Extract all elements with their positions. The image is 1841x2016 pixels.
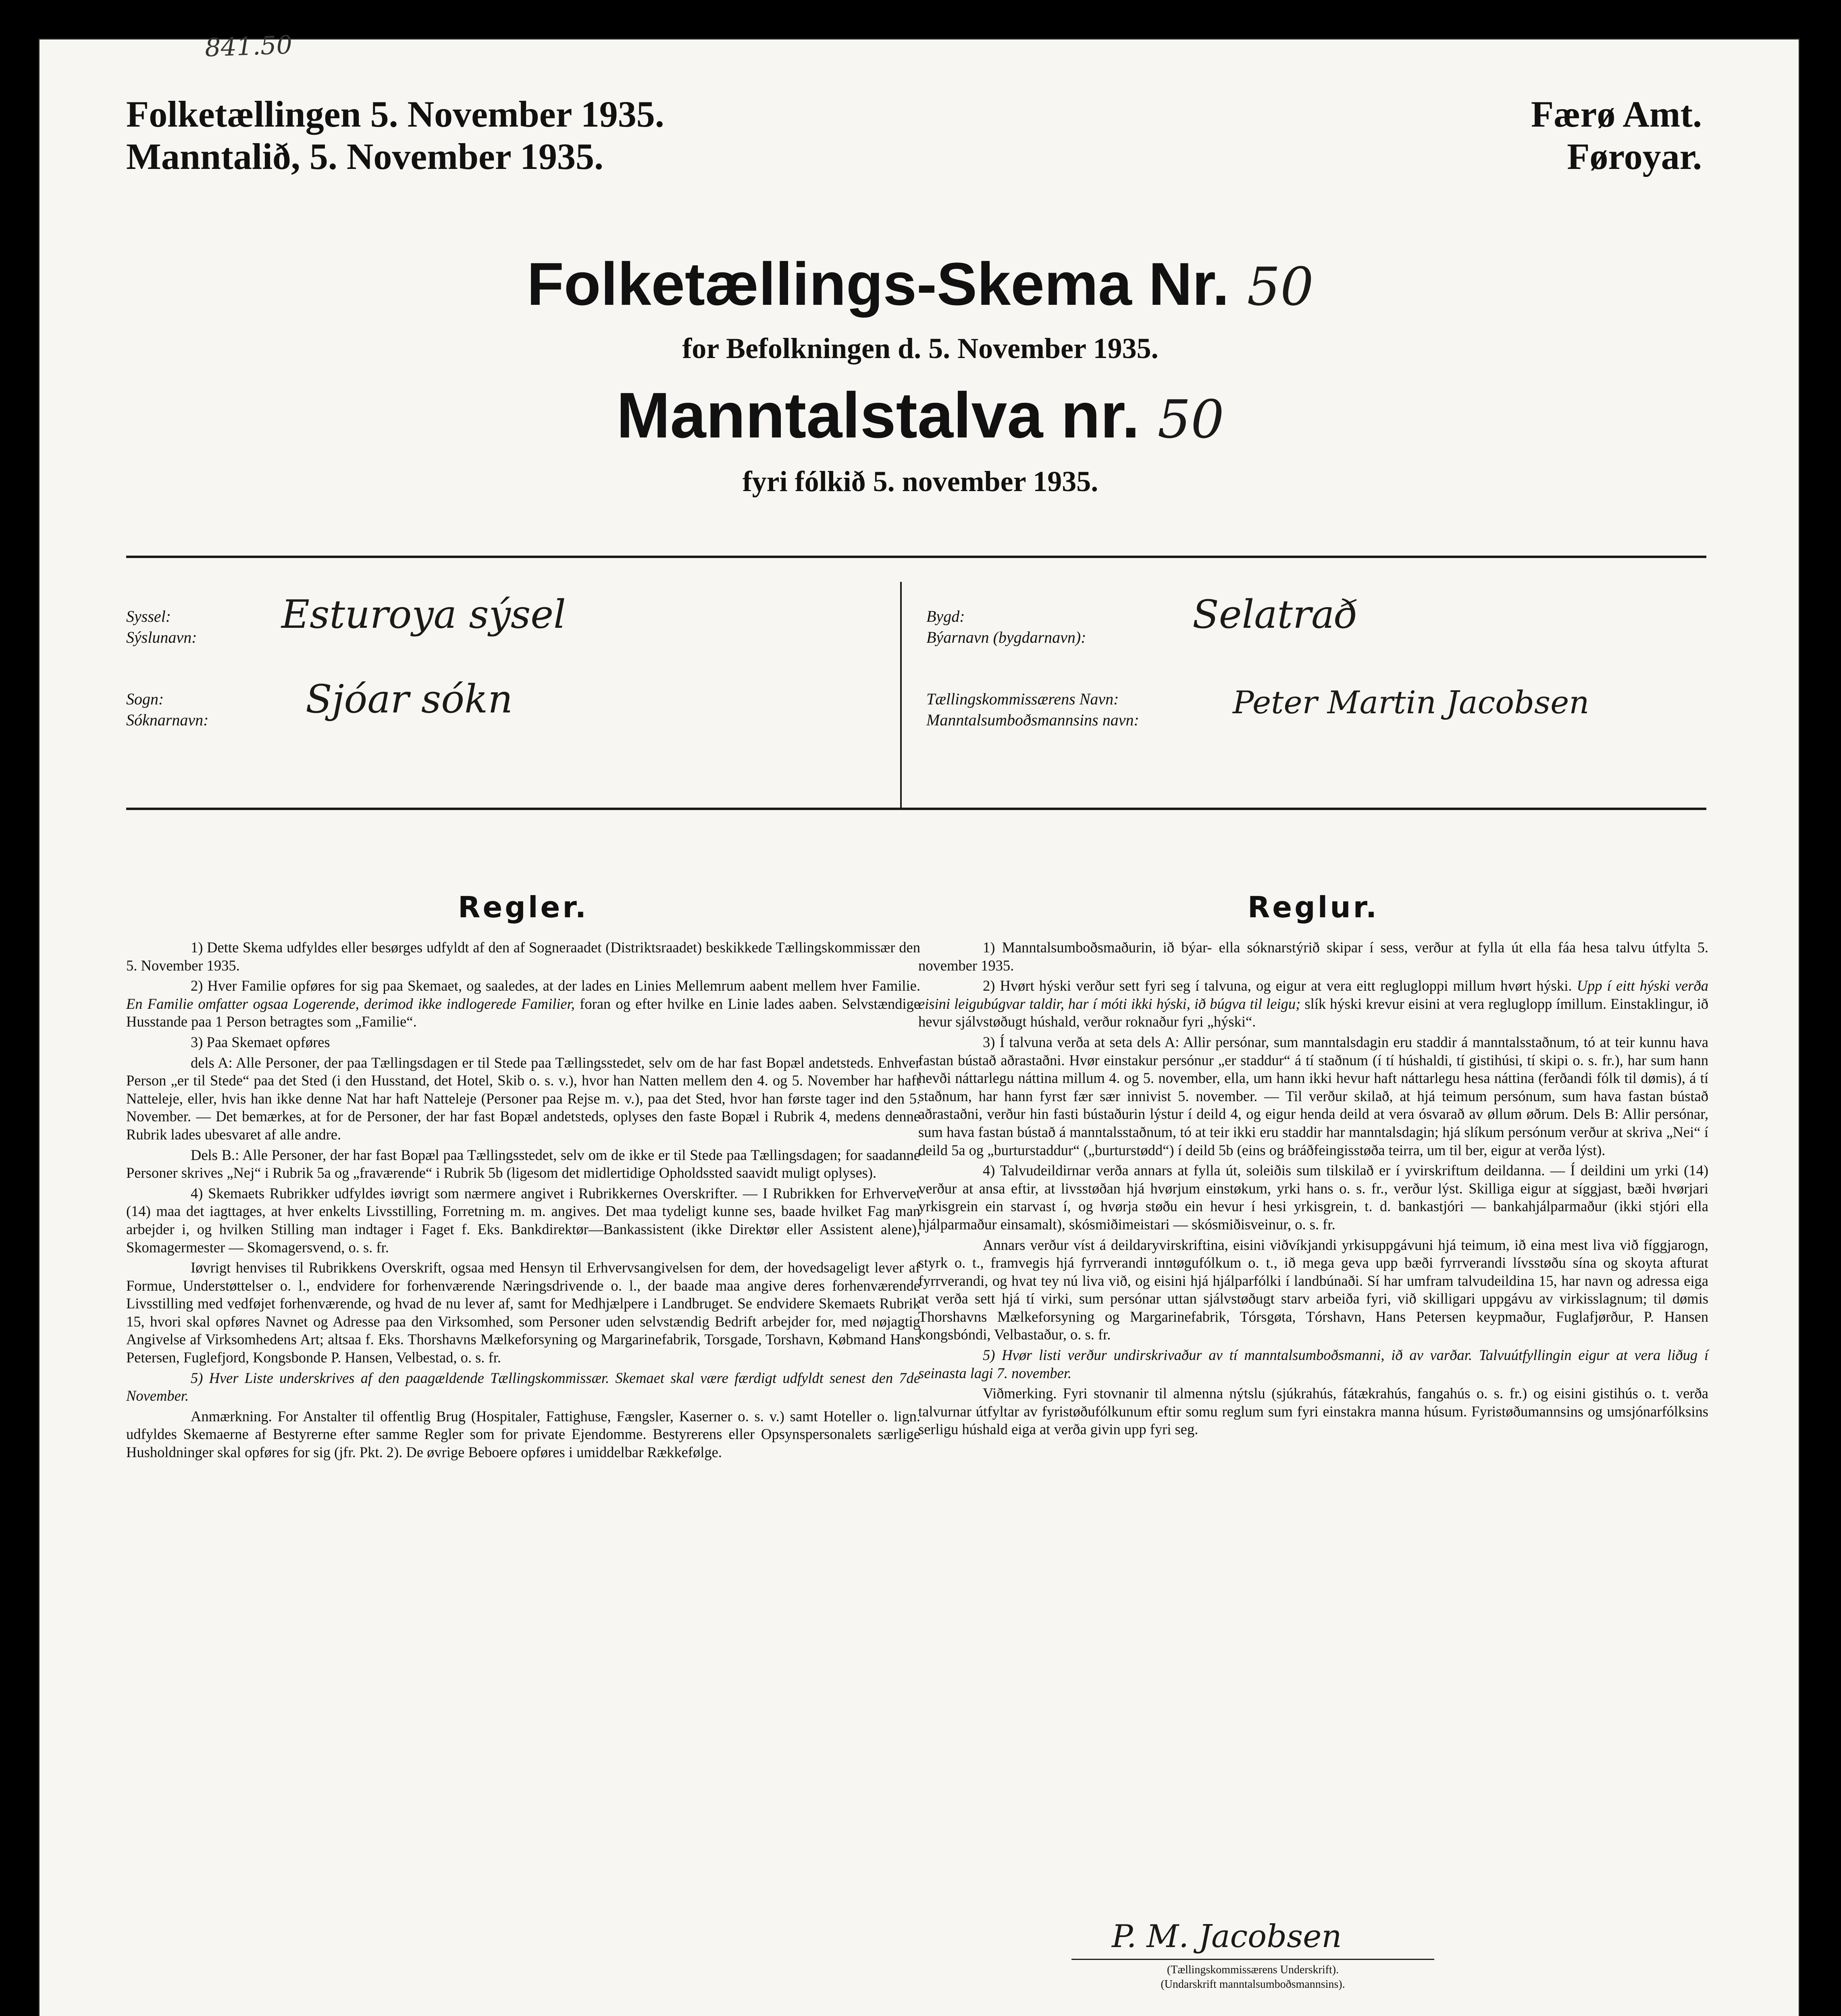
faroese-rule-2: 2) Hvørt hýski verður sett fyri seg í talvuna, og eigur at vera eitt reglugloppi millum hvørt hýski. Upp í eitt hýski verða eisini leigubúgvar taldir, har í móti ikki hýski, ið búgva til leigu; slík hýski krevur eisini at vera regluglopp ímillum. Einstaklingur, ið hevur sjálvstøðugt húshald, verður roknaður fyri „hýski“. [918,977,1709,1030]
faroese-rule-4: 4) Talvudeildirnar verða annars at fylla út, soleiðis sum tilskilað er í yvirskriftum deildanna. — Í deildini um yrki (14) verður at ansa eftir, at livsstøðan hjá hvørjum einstøkum, yrki hans o. s. fr., verður lýst. Skilliga eigur at síggjast, bæði hvørjari yrkisgrein ein starvast í, og hvørja støðu ein hevur í hesi yrkisgrein, t. d. bankastjóri — bankahjálparmaður (ikki stjóri ella hjálparmaður einsamalt), skósmiðimeistari — skósmiðisveinur, o. s. fr. [918,1162,1708,1233]
bygd-label: Bygd: Býarnavn (bygdarnavn): [926,607,1086,646]
danish-rules-heading: Regler. [458,890,589,924]
field-divider [900,582,902,808]
form-number-danish: 50 [1247,256,1314,317]
danish-rule-4: 4) Skemaets Rubrikker udfyldes iøvrigt som nærmere angivet i Rubrikkernes Overskrifter. — I Rubrikken for Erhvervet (14) maa det iagttages, at hver enkelts Livsstilling, Forretning m. m. angives. Det maa tydeligt kunne ses, baade hvilket Fag man arbejder i, og hvilken Stilling man indtager i Faget f. Eks. Bankdirektør—Bankassistent (ikke Direktør eller Assistent alene), Skomagermester — Skomagersvend, o. s. fr. [126,1185,920,1256]
danish-rule-2: 2) Hver Familie opføres for sig paa Skemaet, og saaledes, at der lades en Linies Mellemrum aabent mellem hver Familie. En Familie omfatter ogsaa Logerende, derimod ikke indlogerede Familier, foran og efter hvilke en Linie lades aaben. Selvstændige Husstande paa 1 Person betragtes som „Familie“. [126,977,920,1030]
syssel-label: Syssel: Sýslunavn: [126,607,197,646]
faroese-rules-body [918,939,1708,1441]
syssel-value: Esturoya sýsel [281,592,566,637]
faroese-rule-4b: Annars verður víst á deildaryvirskriftina, eisini viðvíkjandi yrkisuppgávuni hjá teimum, ið eina mest liva við fíggjarogn, styrk o. t., framvegis hjá fyrrverandi inntøgufólkum o. t., ið mega geva upp bæði fyrrverandi lívsstøðu sína og skoyta afturat fyrrverandi, og hvat tey nú liva við, og eisini hjá hjálparfólki í landbúnaði. Sí har umfram talvudeildina 15, har navn og adressa eiga at verða sett hjá tí virki, sum persónar uttan sjálvstøðugt starv arbeiða fyri, við skilligari uppgávu av virkisslagnum; til dømis Thorshavns Mælkeforsyning og Margarinefabrik, Tórsgøta, Tórshavn, Hans Petersen keypmaður, Fuglafjørður, P. Hansen kongsbóndi, Velbastaður, o. s. fr. [918,1236,1708,1343]
sogn-value: Sjóar sókn [306,677,513,722]
faroese-rules-heading: Reglur. [1247,890,1379,924]
faroese-rule-3: 3) Í talvuna verða at seta dels A: Allir persónar, sum manntalsdagin eru staddir á manntalsstaðnum, tó at teir kunnu hava fastan bústað aðrastaðni. Hvør einstakur persónur „er staddur“ á tí staðnum (í tí húshaldi, tí gistihúsi, tí skipi o. s. fr.), har sum hann hevði náttarlegu náttina millum 4. og 5. november, ella, um hann ikki hevur haft náttarlegu hesa náttina (ferðandi fólk til dømis), á tí staðnum, har hann fyrst fær sær innivist 5. november. — Til verður skilað, at hjá teimum persónum, sum hava fastan bústað aðrastaðni, verður hin fasti bústaðurin lýstur í deild 4, og eigur henda deild at vera ósvarað av øllum øðrum. Dels B: Allir persónar, sum hava fastan bústað á manntalsstaðnum, tó at teir ikki eru staddir har manntalsdagin; hjá slíkum persónum verður at skriva „Nei“ í deild 5a og „burturstaddur“ („burturstødd“) í deild 5b (eins og bráðfeingisstøða teirra, um til ber, eigur at verða lýst). [918,1033,1708,1158]
header-left-line1: Folketællingen 5. November 1935. [126,94,664,135]
bottom-rule [126,808,1706,810]
form-title-danish: Folketællings-Skema Nr. [527,250,1229,318]
header-right-line2: Føroyar. [1567,136,1702,177]
faroese-note: Viðmerking. Fyri stovnanir til almenna nýtslu (sjúkrahús, fátækrahús, fangahús o. s. fr.) og eisini gistihús o. t. verða talvurnar útfyltar av fyristøðufólkunum eftir somu reglum sum fyri einstakra manna húsum. Fyristøðumannsins og umsjónarfólksins serligu húshald eiga at verða givin upp fyri seg. [918,1385,1708,1438]
danish-rules-body [126,939,920,1464]
danish-rule-5: 5) Hver Liste underskrives af den paagældende Tællingskommissær. Skemaet skal være færdigt udfyldt senest den 7de November. [126,1369,920,1404]
form-number-faroese: 50 [1157,389,1224,450]
danish-rule-3b: Dels B.: Alle Personer, der har fast Bopæl paa Tællingsstedet, selv om de ikke er til Stede paa Tællingsdagen; for saadanne Personer skrives „Nej“ i Rubrik 5a og „fraværende“ i Rubrik 5b (ligesom det midlertidige Opholdssted saavidt muligt oplyses). [126,1146,920,1181]
danish-rule-3: 3) Paa Skemaet opføres [191,1033,330,1050]
title-faroese-row [40,378,1801,452]
kommissaer-label: Tællingskommissærens Navn: Manntalsumboðsmannsins navn: [926,690,1139,729]
danish-rule-1: 1) Dette Skema udfyldes eller besørges udfyldt af den af Sogneraadet (Distriktsraadet) beskikkede Tællingskommissær den 5. November 1935. [126,939,920,974]
danish-note: Anmærkning. For Anstalter til offentlig Brug (Hospitaler, Fattighuse, Fængsler, Kaserner o. s. v.) samt Hoteller o. lign. udfyldes Skemaerne af Bestyrerne efter samme Regler som for private Ejendomme. Bestyrerens eller Opsynspersonalets særlige Husholdninger skal opføres for sig (jfr. Pkt. 2). De øvrige Beboere opføres i umiddelbar Rækkefølge. [126,1408,920,1461]
title-danish-sub: for Befolkningen d. 5. November 1935. [682,332,1159,364]
danish-rule-4b: Iøvrigt henvises til Rubrikkens Overskrift, ogsaa med Hensyn til Erhvervsangivelsen for dem, der hovedsageligt lever af Formue, Understøttelser o. l., endvidere for forhenværende Næringsdrivende o. l., der baade maa angive deres forhenværende Livsstilling med vedføjet forhenværende, og hvad de nu lever af, samt for Medhjælpere i Landbruget. Se endvidere Skemaets Rubrik 15, hvori skal opføres Navnet og Adresse paa den Virksomhed, som Personer uden selvstændig Bedrift arbejder for, med nøjagtig Angivelse af Virksomhedens Art; altsaa f. Eks. Thorshavns Mælkeforsyning og Margarinefabrik, Torsgade, Torshavn, Købmand Hans Petersen, Fuglefjord, Kongsbonde P. Hansen, Velbestad, o. s. fr. [126,1259,920,1366]
kommissaer-value: Peter Martin Jacobsen [1233,685,1589,721]
sogn-label: Sogn: Sóknarnavn: [126,690,209,729]
faroese-rule-1: 1) Manntalsumboðsmaðurin, ið býar- ella sóknarstýrið skipar í sess, verður at fylla út ella fáa hesa talvu útfylta 5. november 1935. [918,939,1708,974]
title-faroese-sub: fyri fólkið 5. november 1935. [742,465,1098,498]
header-left-line2: Manntalið, 5. November 1935. [126,136,604,177]
corner-handwritten-note: 841.50 [204,30,293,62]
census-form-page [38,30,1800,2016]
header-right-line1: Færø Amt. [1531,94,1702,135]
danish-rule-3a: dels A: Alle Personer, der paa Tællingsdagen er til Stede paa Tællingsstedet, selv om de har fast Bopæl andetsteds. Enhver Person „er til Stede“ paa det Sted (i den Husstand, det Hotel, Skib o. s. v.), hvor han Natten mellem den 4. og 5. November har haft Natteleje, eller, hvis han ikke denne Nat har haft Natteleje (Personer paa Rejse m. v.), paa det Sted, hvor han første tager ind den 5. November. — Det bemærkes, at for de Personer, der har fast Bopæl andetsteds, oplyses den faste Bopæl i Rubrik 4, medens denne Rubrik lades ubesvaret af alle andre. [126,1054,920,1143]
form-title-faroese: Manntalstalva nr. [616,379,1140,451]
title-danish-row [40,249,1801,319]
signature-line [1071,1959,1434,1960]
faroese-rule-5: 5) Hvør listi verður undirskrivaður av tí manntalsumboðsmanni, ið av varðar. Talvuútfyllingin eigur at vera liðug í seinasta lagi 7. november. [918,1347,1708,1381]
signature-captions: (Tællingskommissærens Underskrift). (Undarskrift manntalsumboðsmannsins). [1161,1964,1345,1991]
handwritten-signature: P. M. Jacobsen [1112,1918,1342,1955]
bygd-value: Selatrað [1192,592,1358,637]
top-rule [126,556,1706,558]
